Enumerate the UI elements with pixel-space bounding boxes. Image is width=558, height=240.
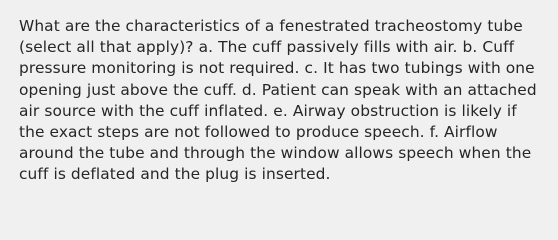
question-text: What are the characteristics of a fenestrated tracheostomy tube (select all that apply)? a. The cuff passively fills with air. b. Cuff pressure monitoring is not required. c. It has two tubings with one opening just above the cuff. d. Patient can speak with an attached air source with the cuff inflated. e. Airway obstruction is likely if the exact steps are not followed to produce speech. f. Airflow around the tube and through the window allows speech when the cuff is deflated and the plug is inserted. bbox=[19, 17, 537, 184]
